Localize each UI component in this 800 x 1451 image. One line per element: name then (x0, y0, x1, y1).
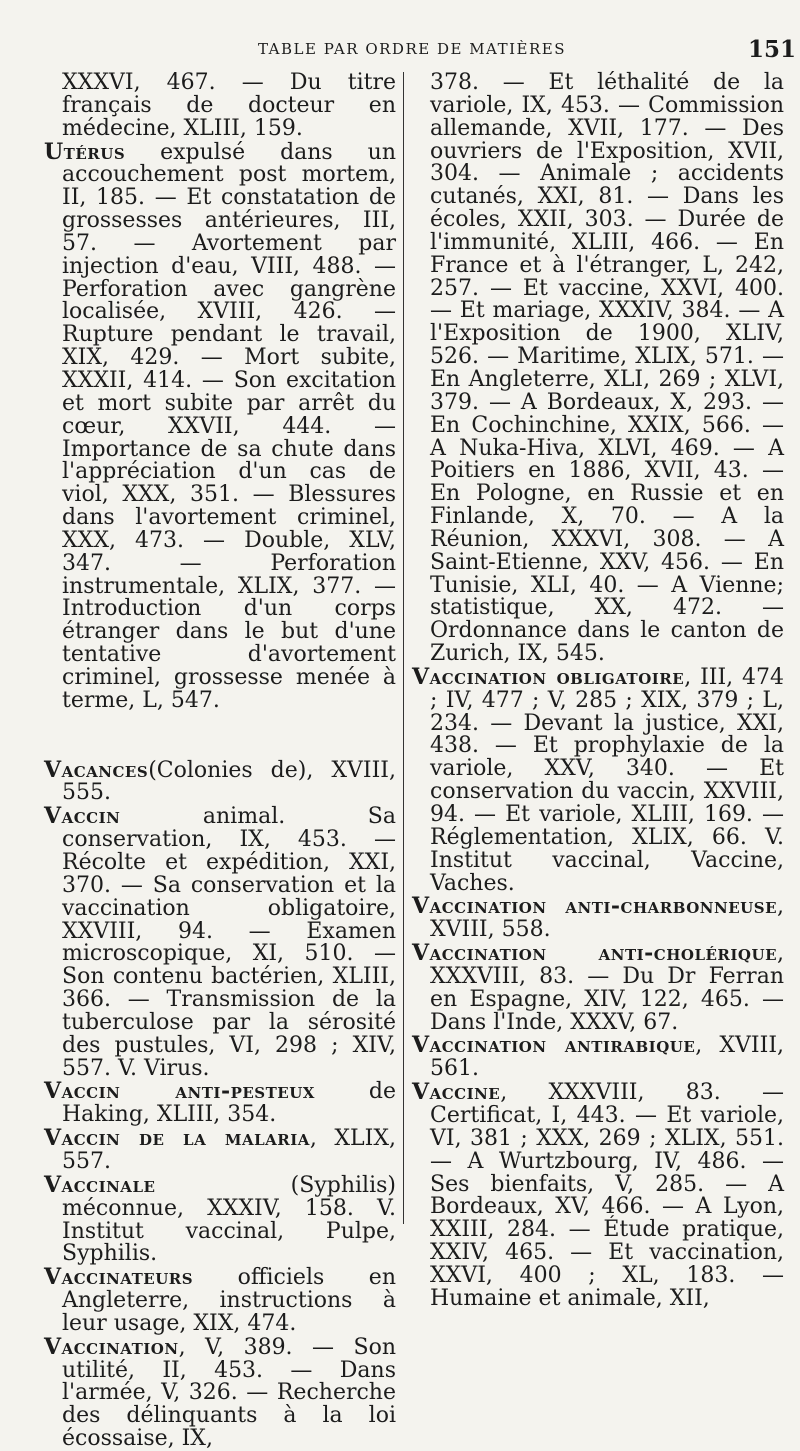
page-header (0, 36, 800, 66)
entry-headword: Vaccination (44, 1333, 179, 1360)
entry-headword: Vaccination antirabique (412, 1032, 696, 1059)
index-entry: Vaccinateurs officiels en Angleterre, instructions à leur usage, XIX, 474. (44, 1264, 396, 1336)
entry-headword: Vaccination obligatoire (412, 663, 685, 690)
entry-headword: Vaccin anti-pesteux (44, 1078, 315, 1105)
index-entry: XXXVI, 467. — Du titre français de docteur en médecine, XLIII, 159. (62, 70, 396, 141)
entry-headword: Vaccination anti-charbonneuse (412, 893, 777, 920)
index-entry: Vaccin animal. Sa conservation, IX, 453. — Récolte et expédition, XXI, 370. — Sa conservation et la vaccination obligatoire, XXVIII, 94. — Examen microscopique, XI, 510. — Son contenu bactérien, XLIII, 366. — Transmission de la tuberculose par la sérosité des pustules, VI, 298 ; XIV, 557. V. Virus. (44, 803, 396, 1081)
left-column (44, 72, 396, 1451)
page-number: 151 (748, 36, 797, 63)
entry-headword: Vaccine (412, 1079, 501, 1106)
blank-separator (44, 713, 396, 759)
entry-headword: Vaccination anti-cholérique (412, 940, 777, 967)
index-entry: Vaccination, V, 389. — Son utilité, II, 453. — Dans l'armée, V, 326. — Recherche des délinquants à la loi écossaise, IX, (44, 1333, 396, 1451)
entry-headword: Vacances (44, 756, 149, 783)
index-entry: Vacances(Colonies de), XVIII, 555. (44, 756, 396, 806)
entry-headword: Vaccin (44, 803, 121, 830)
index-entry: Vaccination anti-cholérique, XXXVIII, 83. — Du Dr Ferran en Espagne, XIV, 122, 465. — Dans l'Inde, XXXV, 67. (412, 940, 784, 1035)
index-entry: 378. — Et léthalité de la variole, IX, 453. — Commission allemande, XVII, 177. — Des ouvriers de l'Exposition, XVII, 304. — Animale ; accidents cutanés, XXI, 81. — Dans les écoles, XXII, 303. — Durée de l'immunité, XLIII, 466. — En France et à l'étranger, L, 242, 257. — Et vaccine, XXVI, 400. — Et mariage, XXXIV, 384. — A l'Exposition de 1900, XLIV, 526. — Maritime, XLIX, 571. — En Angleterre, XLI, 269 ; XLVI, 379. — A Bordeaux, X, 293. — En Cochinchine, XXIX, 566. — A Nuka-Hiva, XLVI, 469. — A Poitiers en 1886, XVII, 43. — En Pologne, en Russie et en Finlande, X, 70. — A la Réunion, XXXVI, 308. — A Saint-Etienne, XXV, 456. — En Tunisie, XLI, 40. — A Vienne; statistique, XX, 472. — Ordonnance dans le canton de Zurich, IX, 545. (430, 70, 784, 667)
index-entry: Utérus expulsé dans un accouchement post mortem, II, 185. — Et constatation de grossesses antérieures, III, 57. — Avortement par injection d'eau, VIII, 488. — Perforation avec gangrène localisée, XVIII, 426. — Rupture pendant le travail, XIX, 429. — Mort subite, XXXII, 414. — Son excitation et mort subite par arrêt du cœur, XXVII, 444. — Importance de sa chute dans l'appréciation d'un cas de viol, XXX, 351. — Blessures dans l'avortement criminel, XXX, 473. — Double, XLV, 347. — Perforation instrumentale, XLIX, 377. — Introduction d'un corps étranger dans le but d'une tentative d'avortement criminel, grossesse menée à terme, L, 547. (44, 138, 396, 713)
index-entry: Vaccin anti-pesteux de Haking, XLIII, 354. (44, 1078, 396, 1128)
entry-headword: Vaccinale (44, 1171, 156, 1198)
column-divider (403, 72, 404, 1224)
index-entry: Vaccinale (Syphilis) méconnue, XXXIV, 158. V. Institut vaccinal, Pulpe, Syphilis. (44, 1171, 396, 1267)
index-entry: Vaccination obligatoire, III, 474 ; IV, 477 ; V, 285 ; XIX, 379 ; L, 234. — Devant la justice, XXI, 438. — Et prophylaxie de la variole, XXV, 340. — Et conservation du vaccin, XXVIII, 94. — Et variole, XLIII, 169. — Réglementation, XLIX, 66. V. Institut vaccinal, Vaccine, Vaches. (412, 663, 784, 896)
running-title: TABLE PAR ORDRE DE MATIÈRES (258, 40, 566, 58)
entry-headword: Utérus (44, 138, 126, 165)
entry-headword: Vaccin de la malaria (44, 1125, 310, 1152)
index-entry: Vaccination anti-charbonneuse, XVIII, 558. (412, 893, 784, 943)
entry-headword: Vaccinateurs (44, 1264, 194, 1291)
index-entry: Vaccination antirabique, XVIII, 561. (412, 1032, 784, 1082)
index-entry: Vaccin de la malaria, XLIX, 557. (44, 1125, 396, 1174)
index-entry: Vaccine, XXXVIII, 83. — Certificat, I, 443. — Et variole, VI, 381 ; XXX, 269 ; XLIX, 551. — A Wurtzbourg, IV, 486. — Ses bienfaits, V, 285. — A Bordeaux, XV, 466. — A Lyon, XXIII, 284. — Étude pratique, XXIV, 465. — Et vaccination, XXVI, 400 ; XL, 183. — Humaine et animale, XII, (412, 1079, 784, 1311)
right-column (412, 72, 784, 1311)
